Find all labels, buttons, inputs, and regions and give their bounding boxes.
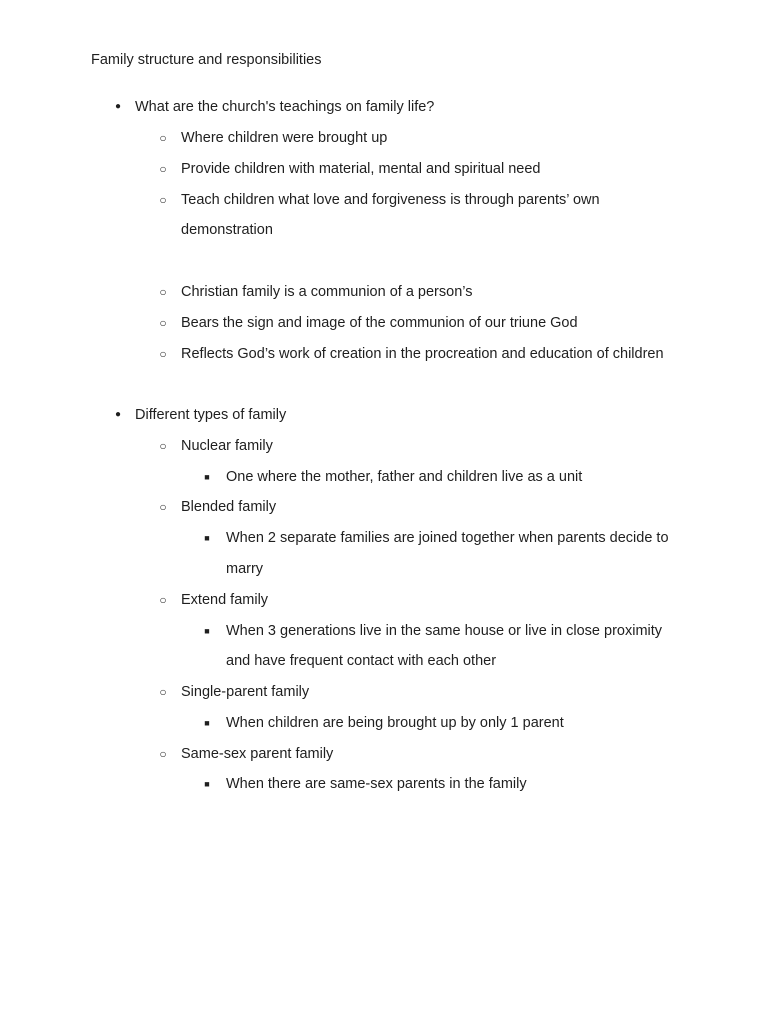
bullet-level3: ■ bbox=[204, 626, 210, 636]
list-item: Christian family is a communion of a person’s bbox=[181, 284, 473, 300]
bullet-level2: ○ bbox=[159, 347, 167, 361]
bullet-level2: ○ bbox=[159, 131, 167, 145]
family-type-name: Nuclear family bbox=[181, 438, 273, 454]
bullet-level2: ○ bbox=[159, 162, 167, 176]
bullet-level2: ○ bbox=[159, 285, 167, 299]
bullet-level1: ● bbox=[114, 101, 122, 112]
family-type-name: Same-sex parent family bbox=[181, 746, 334, 762]
bullet-level2: ○ bbox=[159, 500, 167, 514]
bullet-level2: ○ bbox=[159, 439, 167, 453]
list-item: Teach children what love and forgiveness is through parents’ own bbox=[181, 192, 600, 208]
bullet-level2: ○ bbox=[159, 685, 167, 699]
section1-heading: What are the church's teachings on family life? bbox=[135, 99, 435, 115]
family-type-name: Blended family bbox=[181, 499, 277, 515]
bullet-level2: ○ bbox=[159, 593, 167, 607]
family-type-description: One where the mother, father and children live as a unit bbox=[226, 469, 583, 485]
bullet-level3: ■ bbox=[204, 472, 210, 482]
bullet-level3: ■ bbox=[204, 779, 210, 789]
family-type-name: Single-parent family bbox=[181, 684, 310, 700]
family-type-name: Extend family bbox=[181, 592, 269, 608]
section2-heading: Different types of family bbox=[135, 407, 287, 423]
list-item: Bears the sign and image of the communion of our triune God bbox=[181, 315, 578, 331]
bullet-level1: ● bbox=[114, 409, 122, 420]
bullet-level2: ○ bbox=[159, 316, 167, 330]
list-item: Where children were brought up bbox=[181, 130, 388, 146]
family-type-description: When 3 generations live in the same house or live in close proximity bbox=[226, 623, 663, 639]
bullet-level2: ○ bbox=[159, 193, 167, 207]
bullet-level2: ○ bbox=[159, 747, 167, 761]
family-type-description: When 2 separate families are joined together when parents decide to bbox=[226, 530, 669, 546]
family-type-description: When children are being brought up by only 1 parent bbox=[226, 715, 564, 731]
document-title: Family structure and responsibilities bbox=[91, 52, 322, 68]
list-item-continuation: demonstration bbox=[181, 222, 273, 238]
family-type-description-continuation: marry bbox=[226, 561, 264, 577]
list-item: Provide children with material, mental and spiritual need bbox=[181, 161, 541, 177]
list-item: Reflects God’s work of creation in the procreation and education of children bbox=[181, 346, 664, 362]
bullet-level3: ■ bbox=[204, 533, 210, 543]
family-type-description: When there are same-sex parents in the family bbox=[226, 776, 527, 792]
family-type-description-continuation: and have frequent contact with each other bbox=[226, 653, 497, 669]
bullet-level3: ■ bbox=[204, 718, 210, 728]
